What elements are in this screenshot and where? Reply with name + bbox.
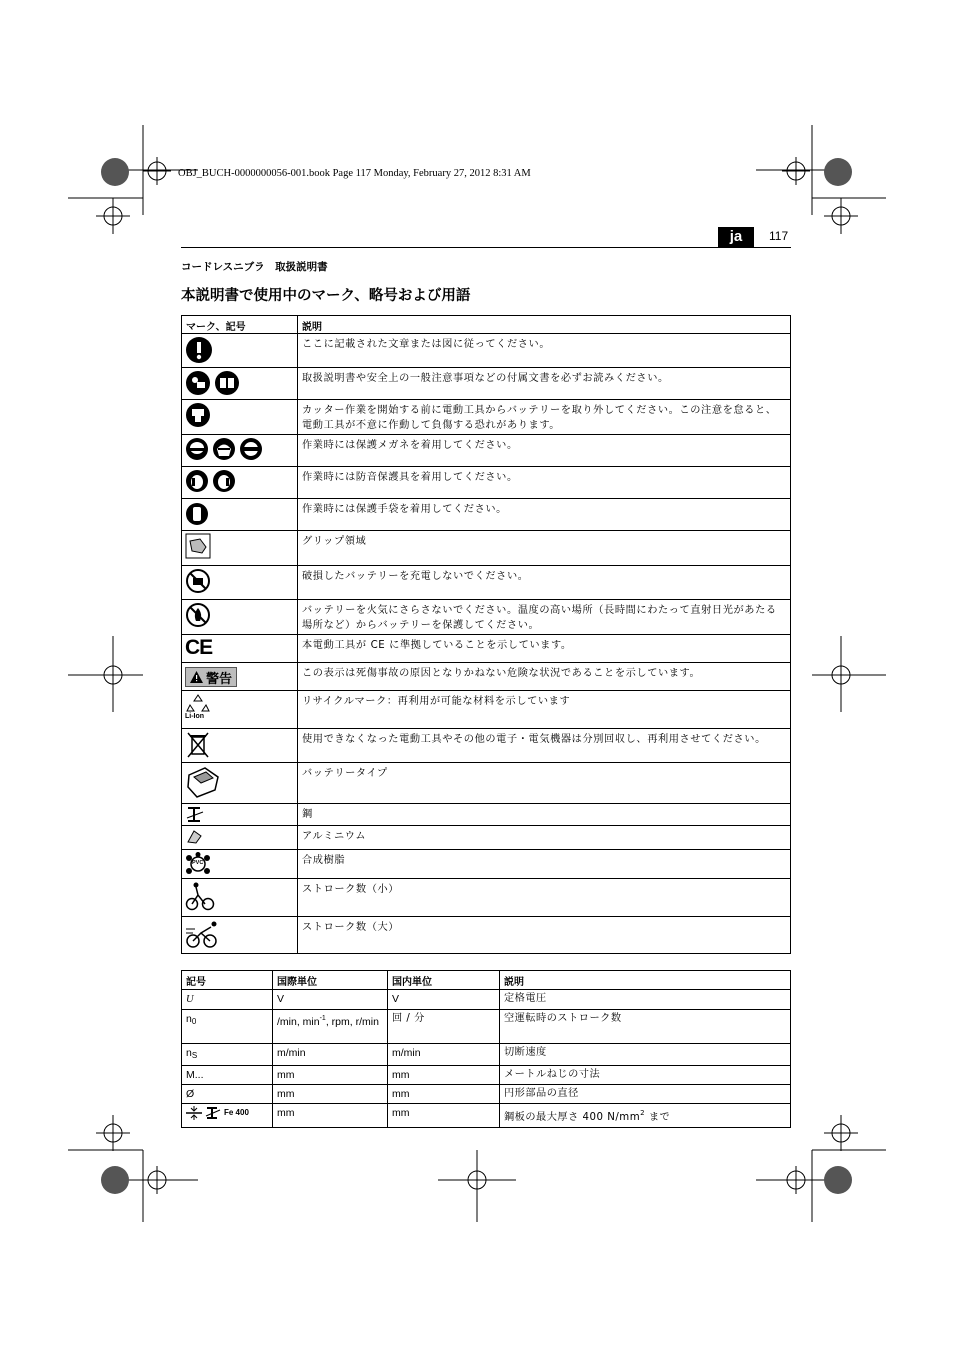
mark-description: 取扱説明書や安全上の一般注意事項などの付属文書を必ずお読みください。 bbox=[298, 368, 791, 400]
mark-description: 合成樹脂 bbox=[298, 850, 791, 879]
slow-bicycle-icon bbox=[185, 881, 215, 911]
ear-protection-icons bbox=[185, 469, 294, 493]
steel-icon bbox=[185, 806, 205, 823]
steel-thickness-symbol bbox=[186, 1106, 268, 1120]
unit-symbol: U bbox=[186, 994, 194, 1005]
unit-description-rest: まで bbox=[645, 1112, 671, 1123]
table-row bbox=[182, 763, 791, 804]
unit-symbol-subscript: 0 bbox=[191, 1017, 197, 1026]
document-subtitle: コードレスニブラ 取扱説明書 bbox=[181, 261, 328, 273]
table-row bbox=[182, 635, 791, 663]
remove-battery-icon bbox=[185, 402, 211, 428]
fast-bicycle-icon bbox=[185, 919, 219, 949]
table-row bbox=[182, 691, 791, 729]
mark-description: 作業時には保護手袋を着用してください。 bbox=[298, 499, 791, 531]
si-unit: mm bbox=[273, 1085, 388, 1104]
column-header: 説明 bbox=[500, 971, 791, 990]
mark-description: この表示は死傷事故の原因となりかねない危険な状況であることを示しています。 bbox=[298, 663, 791, 691]
table-row bbox=[182, 400, 791, 435]
gloves-icon bbox=[185, 501, 209, 527]
si-unit-superscript: -1 bbox=[319, 1015, 326, 1022]
mandatory-icon bbox=[185, 336, 213, 364]
mark-description: グリップ領域 bbox=[298, 531, 791, 566]
table-row bbox=[182, 499, 791, 531]
warning-label: 警告 bbox=[206, 671, 233, 687]
mark-description: アルミニウム bbox=[298, 826, 791, 850]
table-row bbox=[182, 729, 791, 763]
page-number: 117 bbox=[769, 229, 789, 243]
manual-book-icon bbox=[214, 370, 240, 396]
read-instructions-icon bbox=[185, 370, 211, 396]
safety-glasses-icon bbox=[239, 437, 263, 461]
no-fire-battery-icon bbox=[185, 602, 211, 628]
unit-description: 鋼板の最大厚さ 400 N/mm bbox=[504, 1112, 641, 1123]
section-title: 本説明書で使用中のマーク、略号および用語 bbox=[181, 288, 471, 304]
table-row bbox=[182, 368, 791, 400]
unit-description: 円形部品の直径 bbox=[500, 1085, 791, 1104]
si-unit-rest: , rpm, r/min bbox=[325, 1016, 379, 1028]
eye-protection-icons bbox=[185, 437, 294, 461]
table-row bbox=[182, 600, 791, 635]
table-row bbox=[182, 1044, 791, 1066]
table-row bbox=[182, 1104, 791, 1128]
domestic-unit: V bbox=[388, 990, 500, 1010]
si-unit: m/min bbox=[273, 1044, 388, 1066]
table-row bbox=[182, 1085, 791, 1104]
table-row bbox=[182, 566, 791, 600]
mark-description: 作業時には保護メガネを着用してください。 bbox=[298, 435, 791, 467]
table-row bbox=[182, 879, 791, 917]
domestic-unit: mm bbox=[388, 1066, 500, 1085]
mark-description: 破損したバッテリーを充電しないでください。 bbox=[298, 566, 791, 600]
table-row bbox=[182, 826, 791, 850]
li-ion-label: Li-Ion bbox=[185, 713, 205, 720]
table-row bbox=[182, 334, 791, 368]
mark-description: バッテリーを火気にさらさないでください。温度の高い場所（長時間にわたって直射日光があたる場所など）からバッテリーを保護してください。 bbox=[298, 600, 791, 635]
mark-description: バッテリータイプ bbox=[298, 763, 791, 804]
ce-mark-icon: CE bbox=[185, 636, 213, 659]
mark-description: リサイクルマーク：再利用が可能な材料を示しています bbox=[298, 691, 791, 729]
unit-description: 切断速度 bbox=[500, 1044, 791, 1066]
header-rule bbox=[181, 247, 791, 248]
column-header: マーク、記号 bbox=[182, 316, 298, 334]
unit-description: メートルねじの寸法 bbox=[500, 1066, 791, 1085]
column-header: 国際単位 bbox=[273, 971, 388, 990]
si-unit: mm bbox=[273, 1104, 388, 1128]
warning-badge bbox=[185, 667, 237, 687]
table-row bbox=[182, 804, 791, 826]
table-row bbox=[182, 663, 791, 691]
goggles-icon bbox=[185, 437, 209, 461]
fe-400-label: Fe 400 bbox=[224, 1108, 249, 1117]
column-header: 国内単位 bbox=[388, 971, 500, 990]
table-header-row bbox=[182, 316, 791, 334]
file-info: OBJ_BUCH-0000000056-001.book Page 117 Monday, February 27, 2012 8:31 AM bbox=[178, 168, 531, 179]
pvc-icon bbox=[185, 852, 211, 876]
si-unit: /min, min bbox=[277, 1016, 320, 1028]
units-table bbox=[181, 970, 791, 1128]
unit-description-superscript: 2 bbox=[640, 1109, 646, 1117]
table-row bbox=[182, 467, 791, 499]
domestic-unit: m/min bbox=[388, 1044, 500, 1066]
face-shield-icon bbox=[212, 437, 236, 461]
table-row bbox=[182, 435, 791, 467]
column-header: 記号 bbox=[182, 971, 273, 990]
unit-symbol: M... bbox=[182, 1066, 273, 1085]
si-unit: V bbox=[273, 990, 388, 1010]
pvc-label: PVC bbox=[192, 860, 204, 866]
mark-description: ストローク数（小） bbox=[298, 879, 791, 917]
unit-symbol-subscript: S bbox=[191, 1051, 198, 1060]
unit-symbol: n bbox=[186, 1013, 192, 1025]
mark-description: ストローク数（大） bbox=[298, 917, 791, 954]
unit-description: 定格電圧 bbox=[500, 990, 791, 1010]
language-badge: ja bbox=[718, 227, 754, 247]
warning-triangle-icon bbox=[190, 671, 203, 683]
read-manual-icons bbox=[185, 370, 294, 396]
ear-muffs-icon bbox=[185, 469, 209, 493]
mark-description: 作業時には防音保護具を着用してください。 bbox=[298, 467, 791, 499]
no-charge-damaged-battery-icon bbox=[185, 568, 211, 594]
domestic-unit: 回 / 分 bbox=[388, 1010, 500, 1044]
domestic-unit: mm bbox=[388, 1104, 500, 1128]
table-row bbox=[182, 1010, 791, 1044]
recycle-arrows-icon bbox=[185, 693, 211, 713]
table-row bbox=[182, 917, 791, 954]
steel-icon bbox=[205, 1106, 221, 1120]
ear-protector-icon bbox=[212, 469, 236, 493]
column-header: 説明 bbox=[298, 316, 791, 334]
unit-symbol: n bbox=[186, 1047, 192, 1059]
mark-description: 本電動工具が CE に準拠していることを示しています。 bbox=[298, 635, 791, 663]
si-unit: mm bbox=[273, 1066, 388, 1085]
mark-description: 鋼 bbox=[298, 804, 791, 826]
battery-type-icon bbox=[185, 765, 221, 799]
table-row bbox=[182, 1066, 791, 1085]
weee-bin-icon bbox=[185, 731, 211, 759]
thickness-icon bbox=[186, 1106, 202, 1120]
unit-description: 空運転時のストローク数 bbox=[500, 1010, 791, 1044]
grip-area-icon bbox=[185, 533, 211, 559]
domestic-unit: mm bbox=[388, 1085, 500, 1104]
mark-description: ここに記載された文章または図に従ってください。 bbox=[298, 334, 791, 368]
aluminium-icon bbox=[185, 828, 205, 845]
table-row bbox=[182, 990, 791, 1010]
unit-symbol: Ø bbox=[182, 1085, 273, 1104]
table-header-row bbox=[182, 971, 791, 990]
table-row bbox=[182, 850, 791, 879]
marks-table bbox=[181, 315, 791, 954]
table-row bbox=[182, 531, 791, 566]
mark-description: 使用できなくなった電動工具やその他の電子・電気機器は分別回収し、再利用させてください。 bbox=[298, 729, 791, 763]
mark-description: カッター作業を開始する前に電動工具からバッテリーを取り外してください。この注意を怠ると、電動工具が不意に作動して負傷する恐れがあります。 bbox=[298, 400, 791, 435]
